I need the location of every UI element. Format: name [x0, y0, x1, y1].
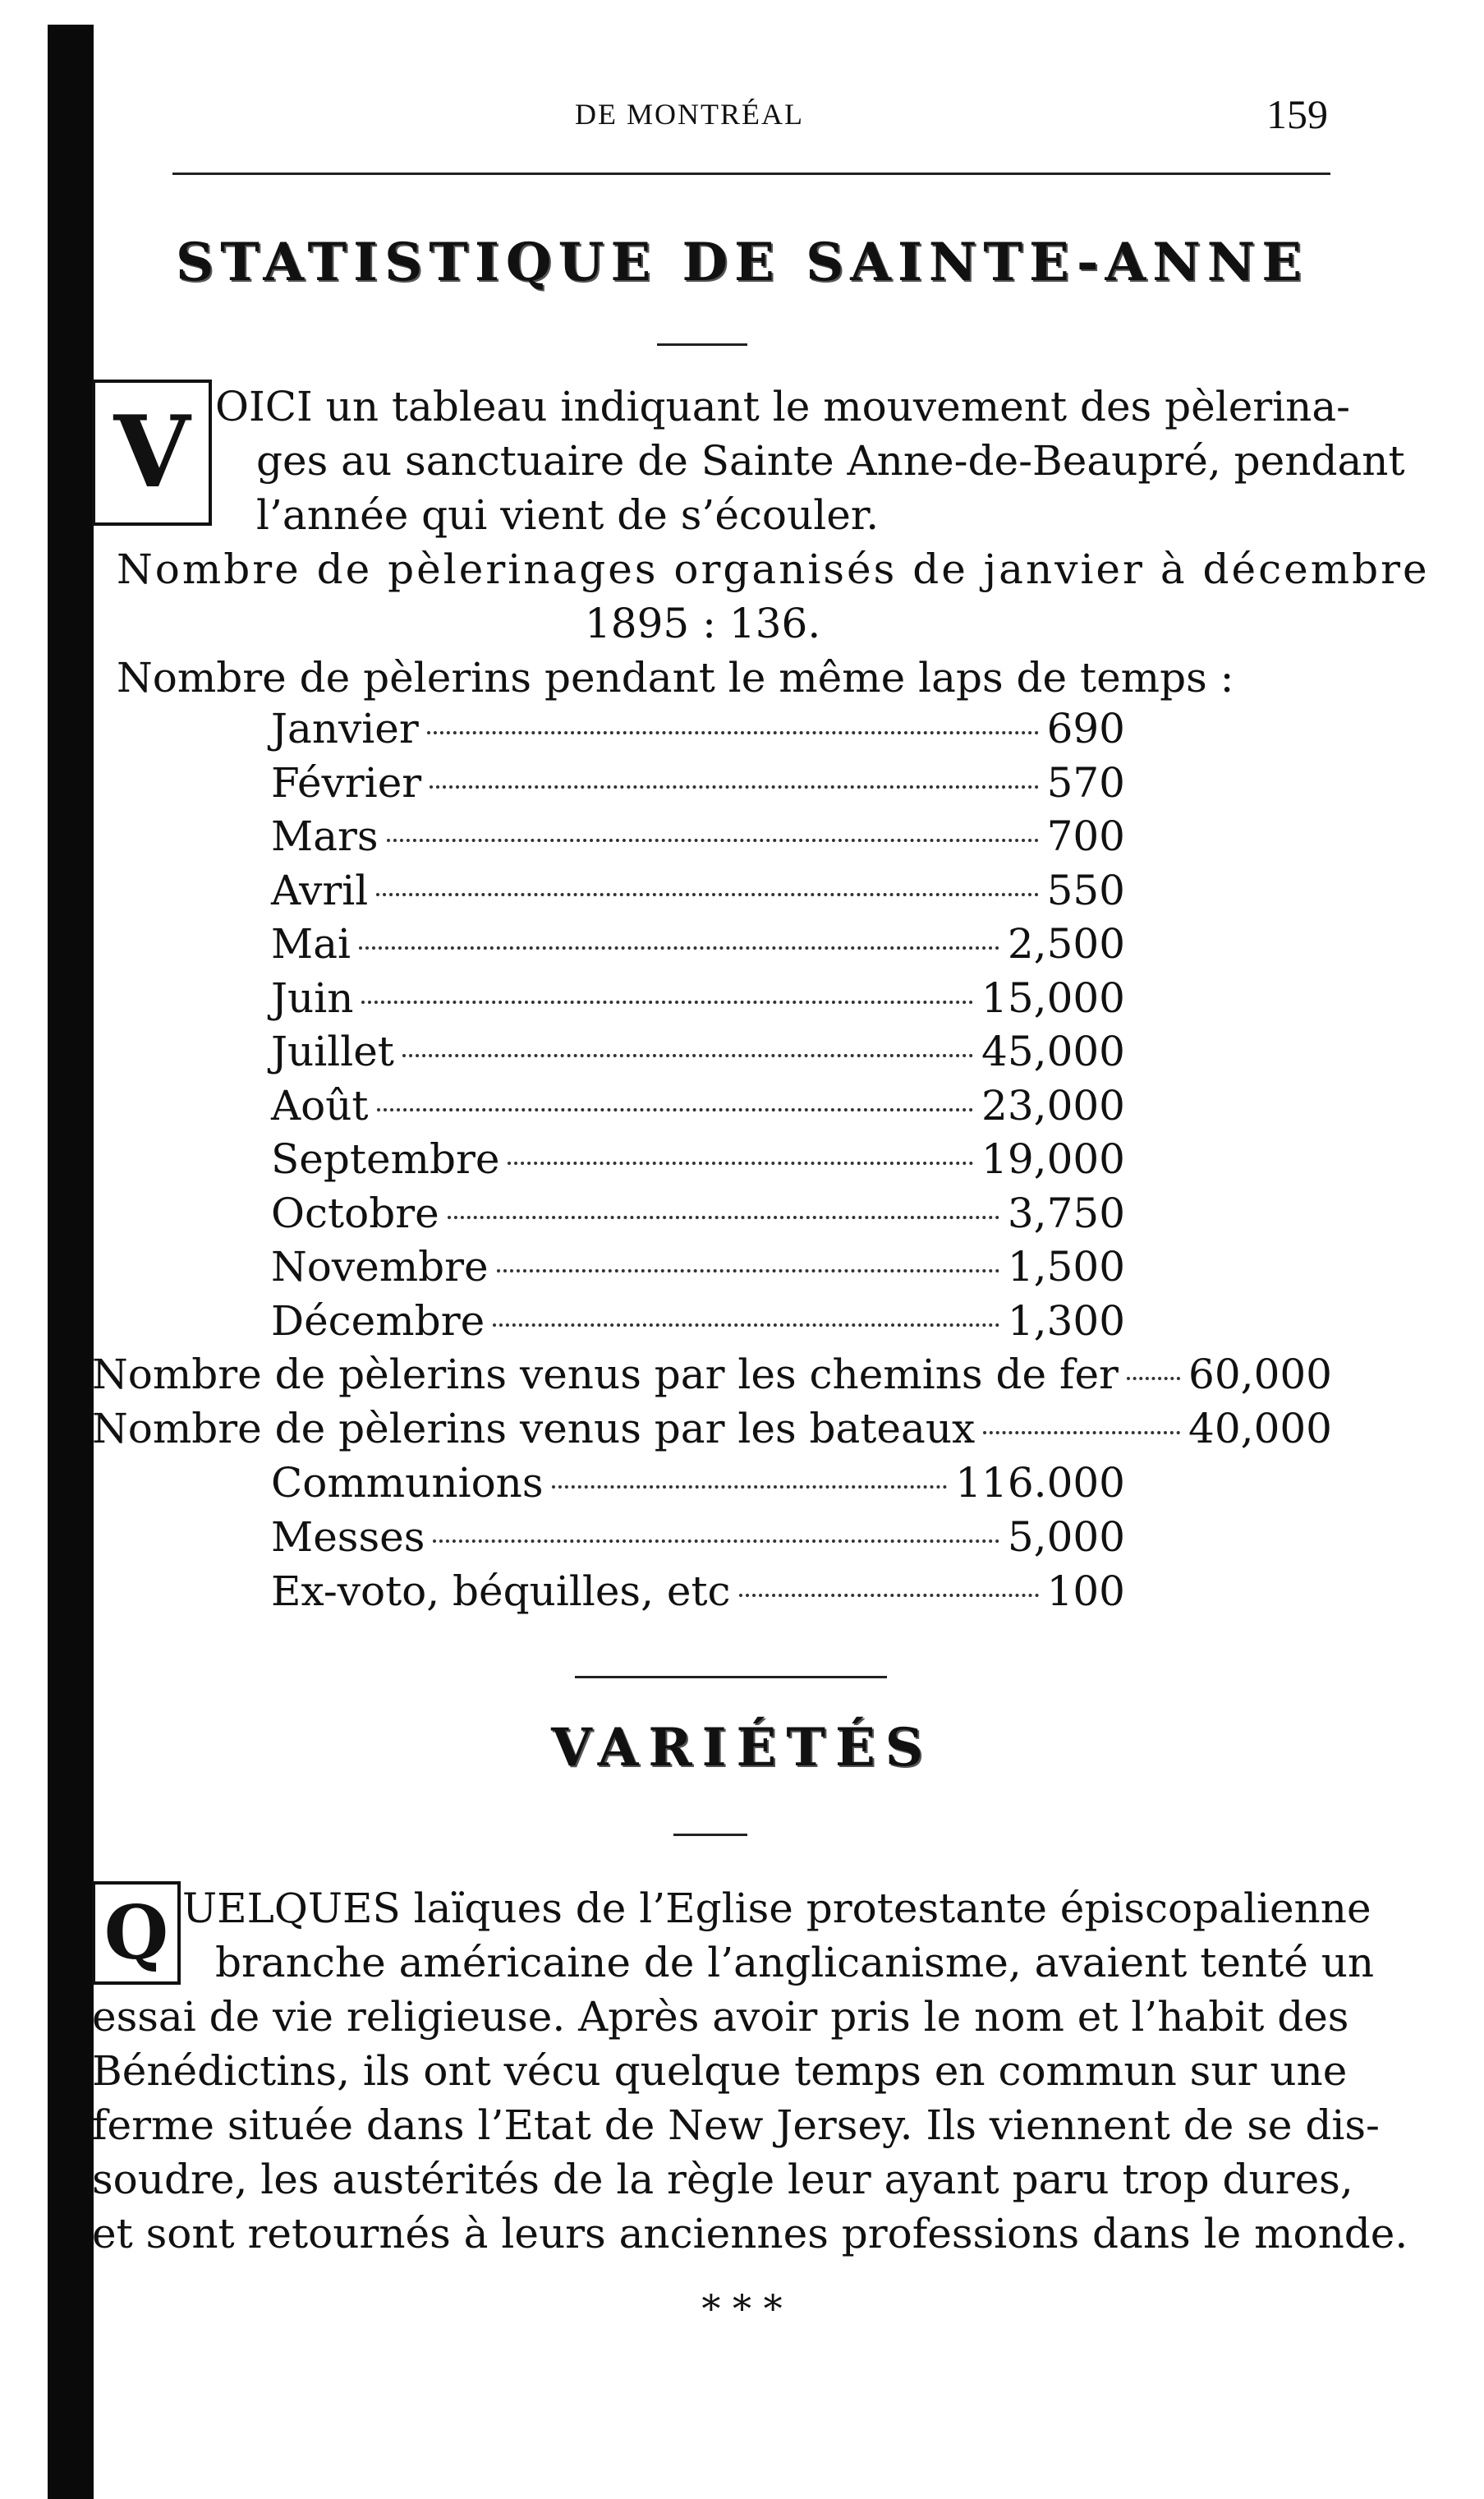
- row-label: Décembre: [271, 1296, 485, 1345]
- row-value: 550: [1046, 866, 1125, 914]
- row-value: 570: [1046, 758, 1125, 807]
- row-label: Octobre: [271, 1189, 439, 1237]
- other-row: [271, 1459, 1125, 1507]
- dot-leader: [377, 1108, 974, 1111]
- month-row: [271, 1243, 1125, 1291]
- row-value: 116.000: [955, 1459, 1125, 1507]
- varietes-line: UELQUES laïques de l’Eglise protestante épiscopalienne: [182, 1885, 1371, 1932]
- section-divider: [575, 1676, 887, 1678]
- dot-leader: [739, 1594, 1039, 1597]
- row-label: Nombre de pèlerins venus par les bateaux: [92, 1405, 976, 1452]
- row-value: 23,000: [981, 1081, 1125, 1130]
- varietes-line: ferme située dans l’Etat de New Jersey. Ils viennent de se dis-: [92, 2101, 1380, 2149]
- varietes-line: et sont retournés à leurs anciennes professions dans le monde.: [92, 2210, 1408, 2257]
- dot-leader: [433, 1539, 999, 1543]
- book-spine-shadow: [48, 25, 94, 2499]
- dot-leader: [430, 785, 1038, 789]
- dot-leader: [361, 1001, 973, 1004]
- dropcap-q: Q: [92, 1881, 181, 1985]
- dot-leader: [508, 1162, 973, 1165]
- row-value: 690: [1046, 705, 1125, 752]
- row-label: Septembre: [271, 1135, 500, 1183]
- varietes-line: essai de vie religieuse. Après avoir pris le nom et l’habit des: [92, 1993, 1349, 2041]
- section-title-statistique: STATISTIQUE DE SAINTE-ANNE: [176, 232, 1308, 293]
- row-label: Février: [271, 758, 422, 807]
- row-value: 45,000: [981, 1028, 1125, 1075]
- row-value: 1,500: [1007, 1243, 1125, 1291]
- dot-leader: [448, 1216, 999, 1219]
- month-row: [271, 705, 1125, 752]
- pilgrimages-line: Nombre de pèlerinages organisés de janvier à décembre: [117, 545, 1430, 593]
- intro-line-2: ges au sanctuaire de Sainte Anne-de-Beaupré, pendant: [256, 437, 1405, 485]
- row-value: 40,000: [1188, 1405, 1332, 1452]
- row-value: 1,300: [1007, 1296, 1125, 1345]
- row-label: Nombre de pèlerins venus par les chemins de fer: [92, 1351, 1119, 1398]
- section-title-varietes: VARIÉTÉS: [551, 1717, 933, 1779]
- intro-line-1: OICI un tableau indiquant le mouvement des pèlerina-: [215, 383, 1351, 430]
- varietes-line: branche américaine de l’anglicanisme, avaient tenté un: [215, 1939, 1375, 1986]
- row-value: 60,000: [1188, 1351, 1332, 1398]
- month-row: [271, 759, 1125, 807]
- row-label: Janvier: [271, 705, 419, 752]
- row-value: 100: [1046, 1567, 1125, 1615]
- month-row: [271, 1297, 1125, 1345]
- row-label: Juin: [271, 973, 354, 1022]
- dropcap-v: V: [92, 380, 212, 526]
- dot-leader: [387, 839, 1039, 842]
- pilgrimages-value: 1895 : 136.: [585, 600, 821, 647]
- row-label: Juillet: [271, 1028, 394, 1075]
- month-row: [271, 974, 1125, 1022]
- transport-row: [92, 1351, 1332, 1398]
- dot-leader: [497, 1269, 999, 1273]
- row-value: 19,000: [981, 1135, 1125, 1183]
- row-label: Ex-voto, béquilles, etc: [271, 1567, 731, 1615]
- row-value: 700: [1046, 812, 1125, 860]
- row-label: Août: [271, 1081, 369, 1130]
- month-row: [271, 867, 1125, 914]
- month-row: [271, 1028, 1125, 1075]
- title-dash-2: [673, 1834, 747, 1836]
- dot-leader: [427, 731, 1039, 734]
- intro-line-3: l’année qui vient de s’écouler.: [256, 491, 880, 539]
- dot-leader: [552, 1485, 948, 1489]
- month-row: [271, 1135, 1125, 1183]
- row-label: Novembre: [271, 1243, 489, 1291]
- row-label: Avril: [271, 866, 369, 914]
- row-label: Messes: [271, 1513, 425, 1561]
- month-row: [271, 812, 1125, 860]
- pilgrims-line: Nombre de pèlerins pendant le même laps de temps :: [117, 654, 1234, 702]
- transport-row: [92, 1405, 1332, 1452]
- row-value: 3,750: [1007, 1189, 1125, 1237]
- title-dash: [657, 343, 747, 346]
- dot-leader: [359, 946, 999, 950]
- header-rule: [172, 173, 1330, 175]
- month-row: [271, 1082, 1125, 1130]
- varietes-line: soudre, les austérités de la règle leur ayant paru trop dures,: [92, 2156, 1353, 2203]
- month-row: [271, 920, 1125, 968]
- other-row: [271, 1567, 1125, 1615]
- row-value: 2,500: [1007, 920, 1125, 968]
- row-label: Mai: [271, 920, 351, 968]
- row-label: Mars: [271, 812, 379, 860]
- other-row: [271, 1513, 1125, 1561]
- dot-leader: [983, 1431, 1180, 1434]
- month-row: [271, 1190, 1125, 1237]
- running-title: DE MONTRÉAL: [575, 98, 804, 131]
- row-value: 15,000: [981, 973, 1125, 1022]
- section-ornament: * * *: [701, 2286, 783, 2331]
- page-number: 159: [1266, 91, 1328, 137]
- dot-leader: [493, 1323, 999, 1327]
- dot-leader: [376, 893, 1038, 896]
- row-value: 5,000: [1007, 1513, 1125, 1561]
- dot-leader: [402, 1054, 973, 1057]
- varietes-line: Bénédictins, ils ont vécu quelque temps en commun sur une: [92, 2047, 1348, 2095]
- row-label: Communions: [271, 1459, 544, 1507]
- dot-leader: [1127, 1377, 1180, 1380]
